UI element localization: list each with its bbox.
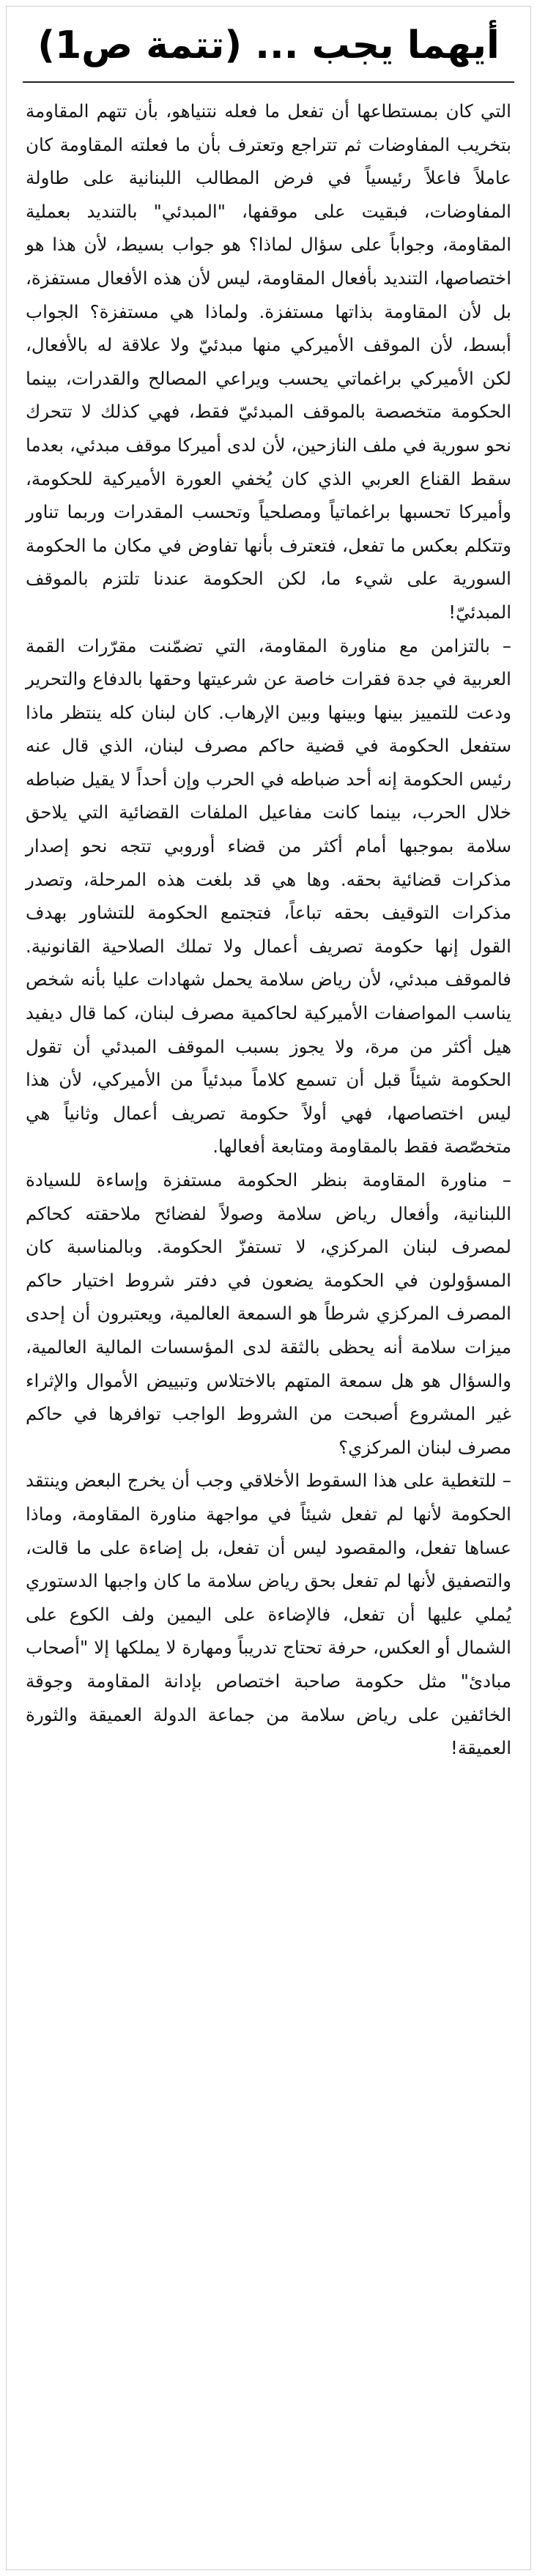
article-body: [7, 95, 530, 1765]
newspaper-column: [6, 6, 531, 2570]
article-headline: أيهما يجب ... (تتمة ص1): [37, 23, 500, 67]
article-paragraph-1: التي كان بمستطاعها أن تفعل ما فعله نتنياهو، بأن تتهم المقاومة بتخريب المفاوضات ثم تتراجع وتعترف بأن ما فعلته المقاومة كان عاملاً فاعلاً رئيسياً في فرض المطالب اللبنانية على طاولة المفاوضات، فبقيت على موقفها، "المبدئي" بالتنديد بعملية المقاومة، وجواباً على سؤال لماذا؟ هو جواب بسيط، لأن هذا هو اختصاصها، التنديد بأفعال المقاومة، ليس لأن هذه الأفعال مستفزة، بل لأن المقاومة بذاتها مستفزة. ولماذا هي مستفزة؟ الجواب أبسط، لأن الموقف الأميركي منها مبدئيّ ولا علاقة له بالأفعال، لكن الأميركي براغماتي يحسب ويراعي المصالح والقدرات، بينما الحكومة متخصصة بالموقف المبدئيّ فقط، فهي كذلك لا تتحرك نحو سورية في ملف النازحين، لأن لدى أميركا موقف مبدئي، بعدما سقط القناع العربي الذي كان يُخفي العورة الأميركية للحكومة، وأميركا تحسبها براغماتياً ومصلحياً وتحسب المقدرات وربما تناور وتتكلم بعكس ما تفعل، فتعترف بأنها تفاوض في مكان ما الحكومة السورية على شيء ما، لكن الحكومة عندنا تلتزم بالموقف المبدئيّ!: [26, 100, 511, 623]
article-paragraph-4: – للتغطية على هذا السقوط الأخلاقي وجب أن يخرج البعض وينتقد الحكومة لأنها لم تفعل شيئاً في مواجهة مناورة المقاومة، وماذا عساها تفعل، والمقصود ليس أن تفعل، بل إضاءة على ما قالت، والتصفيق لأنها لم تفعل بحق رياض سلامة ما كان واجبها الدستوري يُملي عليها أن تفعل، فالإضاءة على اليمين ولف الكوع على الشمال أو العكس، حرفة تحتاج تدريباً ومهارة لا يملكها إلا "أصحاب مبادئ" مثل حكومة صاحبة اختصاص بإدانة المقاومة وجوقة الخائفين على رياض سلامة من جماعة الدولة العميقة والثورة العميقة!: [26, 1470, 511, 1759]
headline-divider: [23, 81, 514, 83]
article-paragraph-3: – مناورة المقاومة بنظر الحكومة مستفزة وإساءة للسيادة اللبنانية، وأفعال رياض سلامة وصولاً لفضائح ملاحقته كحاكم لمصرف لبنان المركزي، لا تستفزّ الحكومة. وبالمناسبة كان المسؤولون في الحكومة يضعون في دفتر شروط اختيار حاكم المصرف المركزي شرطاً هو السمعة العالمية، ويعتبرون أن إحدى ميزات سلامة أنه يحظى بالثقة لدى المؤسسات المالية العالمية، والسؤال هو هل سمعة المتهم بالاختلاس وتبييض الأموال والإثراء غير المشروع أصبحت من الشروط الواجب توافرها في حاكم مصرف لبنان المركزي؟: [26, 1169, 511, 1458]
article-paragraph-2: – بالتزامن مع مناورة المقاومة، التي تضمّنت مقرّرات القمة العربية في جدة فقرات خاصة عن شرعيتها وحقها بالدفاع والتحرير ودعت للتمييز بينها وبينها وبين الإرهاب. كان لبنان كله ينتظر ماذا ستفعل الحكومة في قضية حاكم مصرف لبنان، الذي قال عنه رئيس الحكومة إنه أحد ضباطه في الحرب وإن أحداً لا يقيل ضباطه خلال الحرب، بينما كانت مفاعيل الملفات القضائية التي يلاحق سلامة بموجبها أمام أكثر من قضاء أوروبي تتجه نحو إصدار مذكرات قضائية بحقه. وها هي قد بلغت هذه المرحلة، وتصدر مذكرات التوقيف بحقه تباعاً، فتجتمع الحكومة للتشاور بهدف القول إنها حكومة تصريف أعمال ولا تملك الصلاحية القانونية. فالموقف مبدئي، لأن رياض سلامة يحمل شهادات عليا بأنه شخص يناسب المواصفات الأميركية لحاكمية مصرف لبنان، كما قال ديفيد هيل أكثر من مرة، ولا يجوز بسبب الموقف المبدئي أن تقول الحكومة شيئاً قبل أن تسمع كلاماً مبدئياً من الأميركي، لأن هذا ليس اختصاصها، فهي أولاً حكومة تصريف أعمال وثانياً هي متخصّصة فقط بالمقاومة ومتابعة أفعالها.: [26, 634, 511, 1158]
